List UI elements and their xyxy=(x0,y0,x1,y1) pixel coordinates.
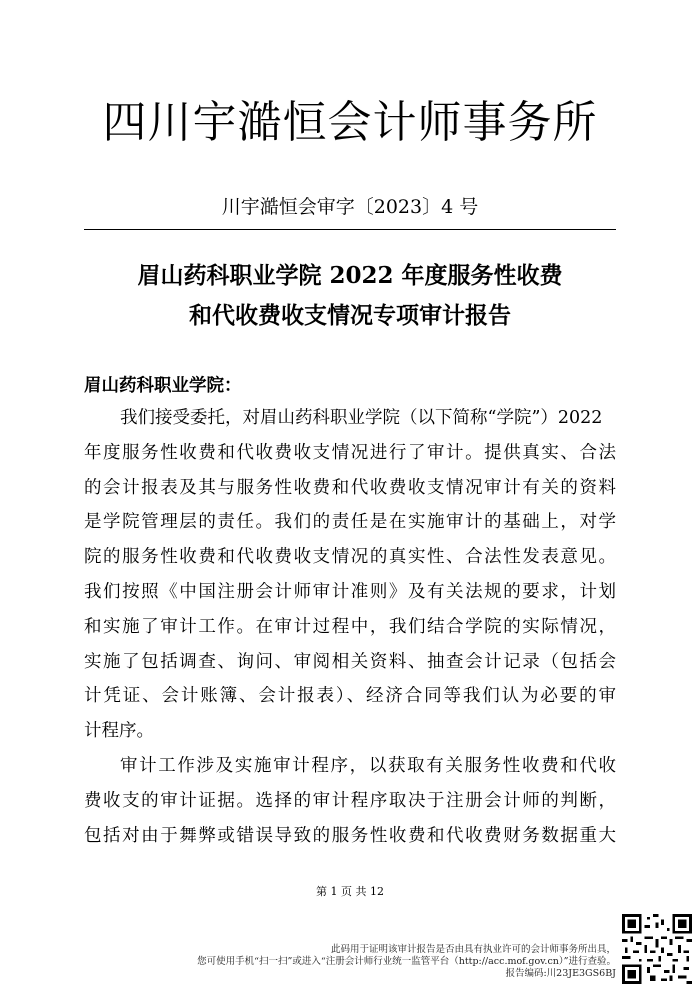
report-title-line-2: 和代收费收支情况专项审计报告 xyxy=(189,302,511,329)
firm-name: 四川宇澔恒会计师事务所 xyxy=(102,97,598,148)
body-line: 计凭证、会计账簿、会计报表）、经济合同等我们认为必要的审 xyxy=(84,686,616,707)
salutation: 眉山药科职业学院： xyxy=(84,376,242,396)
body-line: 年度服务性收费和代收费收支情况进行了审计。提供真实、合法 xyxy=(84,442,616,463)
header-divider xyxy=(84,229,616,230)
report-body xyxy=(84,401,616,853)
body-line: 是学院管理层的责任。我们的责任是在实施审计的基础上，对学 xyxy=(84,512,616,533)
report-number: 川宇澔恒会审字〔2023〕4 号 xyxy=(221,196,479,218)
page-indicator: 第 1 页 共 12 xyxy=(316,885,384,898)
body-line: 我们接受委托，对眉山药科职业学院（以下简称“学院”）2022 xyxy=(120,408,603,428)
body-line: 包括对由于舞弊或错误导致的服务性收费和代收费财务数据重大 xyxy=(84,825,616,846)
notice-line-2: 您可使用手机“扫一扫”或进入“注册会计师行业统一监管平台（http://acc.mof.gov.cn）”进行查验。 xyxy=(197,956,616,967)
body-line: 费收支的审计证据。选择的审计程序取决于注册会计师的判断， xyxy=(84,790,616,811)
body-line: 实施了包括调查、询问、审阅相关资料、抽查会计记录（包括会 xyxy=(84,651,616,672)
verification-qr-code[interactable] xyxy=(622,914,692,984)
body-line: 的会计报表及其与服务性收费和代收费收支情况审计有关的资料 xyxy=(84,477,616,498)
body-line: 院的服务性收费和代收费收支情况的真实性、合法性发表意见。 xyxy=(84,547,616,568)
body-line: 和实施了审计工作。在审计过程中，我们结合学院的实际情况， xyxy=(84,616,616,637)
report-title-line-1: 眉山药科职业学院 2022 年度服务性收费 xyxy=(137,262,563,289)
report-code: 报告编码:川23JE3GS6BJ xyxy=(505,968,616,979)
body-line: 计程序。 xyxy=(84,721,154,742)
body-line: 审计工作涉及实施审计程序，以获取有关服务性收费和代收 xyxy=(120,755,616,776)
notice-line-1: 此码用于证明该审计报告是否由具有执业许可的会计师事务所出具， xyxy=(330,944,616,955)
body-line: 我们按照《中国注册会计师审计准则》及有关法规的要求，计划 xyxy=(84,581,616,602)
verification-notice xyxy=(146,944,616,980)
